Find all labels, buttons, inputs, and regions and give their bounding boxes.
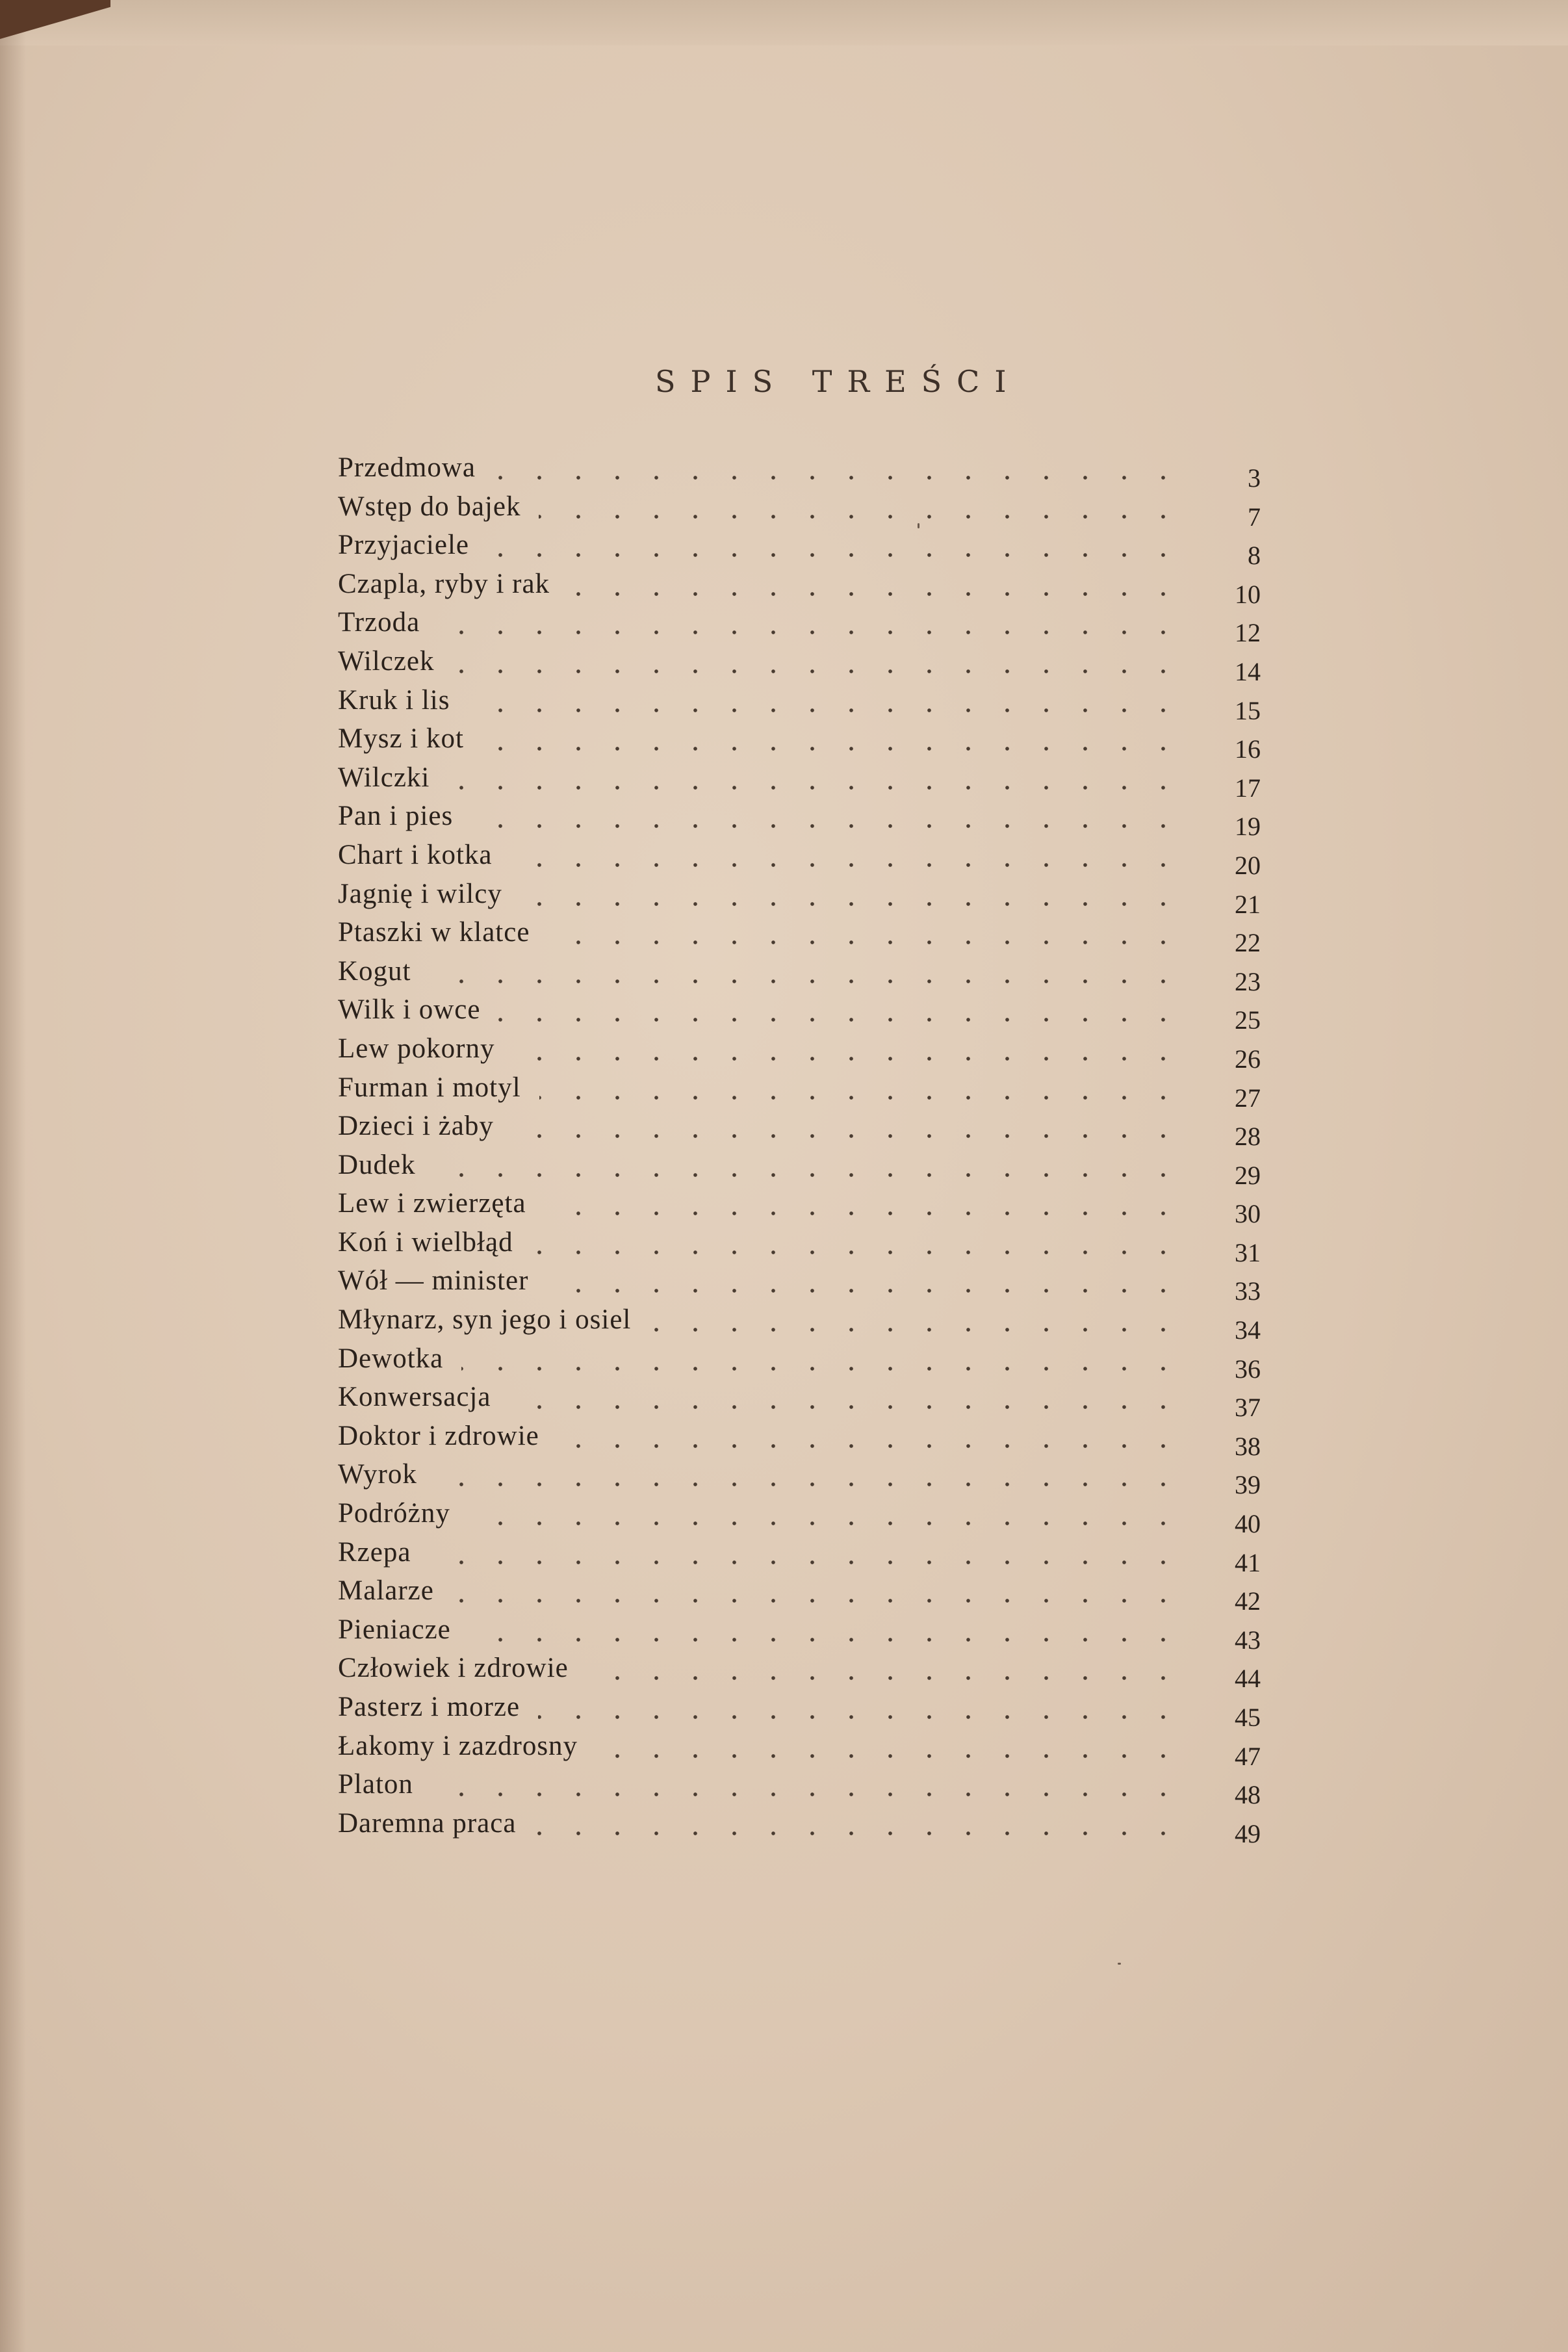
toc-entry-title: Czapla, ryby i rak bbox=[338, 568, 550, 599]
toc-entry-label-wrap bbox=[338, 797, 471, 835]
toc-entry-title: Wilk i owce bbox=[338, 994, 481, 1026]
toc-entry-title: Podróżny bbox=[338, 1498, 450, 1529]
toc-entry bbox=[338, 952, 1261, 996]
toc-entry-title: Wyrok bbox=[338, 1459, 417, 1490]
toc-entry-label-wrap bbox=[338, 1223, 532, 1261]
toc-entry-label-wrap bbox=[338, 1804, 534, 1842]
dot-leader bbox=[558, 1444, 1183, 1448]
toc-list bbox=[338, 448, 1261, 1848]
toc-entry-title: Trzoda bbox=[338, 607, 420, 638]
dot-leader bbox=[511, 863, 1183, 867]
toc-entry-title: Koń i wielbłąd bbox=[338, 1226, 513, 1258]
toc-entry-title: Platon bbox=[338, 1769, 413, 1800]
dot-leader bbox=[587, 1676, 1183, 1680]
toc-entry-title: Dudek bbox=[338, 1149, 416, 1180]
toc-entry bbox=[338, 1455, 1261, 1500]
toc-entry bbox=[338, 758, 1261, 803]
toc-entry-title: Wilczki bbox=[338, 762, 430, 793]
toc-entry-page-number: 48 bbox=[1235, 1780, 1261, 1810]
toc-entry-label-wrap bbox=[338, 1339, 461, 1378]
dot-leader bbox=[534, 1831, 1183, 1835]
toc-entry-label-wrap bbox=[338, 1649, 587, 1687]
toc-entry-page-number: 41 bbox=[1235, 1547, 1261, 1577]
dot-leader bbox=[568, 592, 1183, 596]
toc-entry-page-number: 47 bbox=[1235, 1741, 1261, 1771]
toc-entry-title: Mysz i kot bbox=[338, 723, 464, 755]
toc-entry bbox=[338, 1261, 1261, 1306]
toc-entry bbox=[338, 1068, 1261, 1113]
toc-entry bbox=[338, 1533, 1261, 1577]
dot-leader bbox=[448, 786, 1183, 790]
toc-entry-page-number: 17 bbox=[1235, 773, 1261, 803]
toc-entry-title: Człowiek i zdrowie bbox=[338, 1653, 569, 1684]
toc-entry-page-number: 7 bbox=[1248, 502, 1261, 532]
dot-leader bbox=[430, 979, 1183, 983]
toc-entry-title: Pan i pies bbox=[338, 801, 454, 832]
toc-entry-label-wrap bbox=[338, 1300, 649, 1339]
toc-entry-title: Chart i kotka bbox=[338, 839, 493, 870]
dot-leader bbox=[429, 1560, 1183, 1564]
toc-entry-title: Wilczek bbox=[338, 645, 435, 677]
dot-leader bbox=[545, 1211, 1183, 1215]
toc-entry bbox=[338, 1300, 1261, 1345]
toc-entry-page-number: 34 bbox=[1235, 1315, 1261, 1345]
toc-entry-page-number: 39 bbox=[1235, 1470, 1261, 1500]
toc-entry-title: Jagnię i wilcy bbox=[338, 878, 502, 909]
toc-entry-title: Konwersacja bbox=[338, 1382, 491, 1413]
dot-leader bbox=[453, 669, 1183, 673]
dot-leader bbox=[509, 1405, 1183, 1409]
toc-entry-label-wrap bbox=[338, 875, 521, 913]
toc-entry-page-number: 42 bbox=[1235, 1586, 1261, 1616]
dot-leader bbox=[532, 1250, 1183, 1254]
dot-leader bbox=[487, 553, 1183, 557]
toc-entry-title: Daremna praca bbox=[338, 1807, 517, 1839]
toc-entry-page-number: 20 bbox=[1235, 850, 1261, 880]
toc-entry bbox=[338, 448, 1261, 493]
toc-entry-page-number: 38 bbox=[1235, 1431, 1261, 1461]
toc-entry-label-wrap bbox=[338, 1571, 452, 1610]
toc-entry-label-wrap bbox=[338, 1610, 469, 1649]
toc-entry-label-wrap bbox=[338, 1533, 429, 1571]
toc-entry bbox=[338, 1649, 1261, 1694]
toc-entry-label-wrap bbox=[338, 952, 430, 990]
toc-entry-page-number: 28 bbox=[1235, 1122, 1261, 1152]
toc-entry bbox=[338, 836, 1261, 880]
toc-entry-page-number: 30 bbox=[1235, 1199, 1261, 1229]
toc-entry-title: Pasterz i morze bbox=[338, 1692, 521, 1722]
dot-leader bbox=[469, 1638, 1183, 1642]
toc-entry-label-wrap bbox=[338, 681, 468, 719]
dot-leader bbox=[513, 1057, 1183, 1061]
toc-entry-page-number: 27 bbox=[1235, 1083, 1261, 1113]
toc-entry-title: Wstęp do bajek bbox=[338, 491, 521, 522]
toc-entry-label-wrap bbox=[338, 836, 511, 874]
dot-leader bbox=[438, 630, 1183, 634]
toc-entry bbox=[338, 1727, 1261, 1771]
toc-entry bbox=[338, 1804, 1261, 1848]
toc-entry-label-wrap bbox=[338, 758, 448, 797]
toc-entry bbox=[338, 1417, 1261, 1461]
dot-leader bbox=[468, 708, 1183, 712]
toc-entry-label-wrap bbox=[338, 1378, 509, 1416]
toc-entry-page-number: 45 bbox=[1235, 1703, 1261, 1732]
toc-entry-page-number: 31 bbox=[1235, 1237, 1261, 1267]
toc-entry-page-number: 44 bbox=[1235, 1664, 1261, 1694]
toc-entry-page-number: 43 bbox=[1235, 1625, 1261, 1655]
dot-leader bbox=[548, 940, 1183, 944]
dot-leader bbox=[482, 747, 1183, 751]
toc-entry-label-wrap bbox=[338, 1068, 539, 1107]
toc-entry-label-wrap bbox=[338, 487, 539, 526]
toc-entry-label-wrap bbox=[338, 642, 453, 680]
toc-entry-page-number: 36 bbox=[1235, 1354, 1261, 1384]
dot-leader bbox=[538, 1715, 1183, 1719]
toc-entry bbox=[338, 1378, 1261, 1423]
toc-entry-label-wrap bbox=[338, 990, 498, 1029]
toc-entry-title: Kruk i lis bbox=[338, 684, 450, 716]
toc-entry bbox=[338, 603, 1261, 648]
toc-entry bbox=[338, 1688, 1261, 1732]
toc-entry-page-number: 15 bbox=[1235, 695, 1261, 725]
toc-entry-title: Przedmowa bbox=[338, 452, 476, 483]
toc-entry bbox=[338, 1029, 1261, 1074]
toc-entry-page-number: 21 bbox=[1235, 889, 1261, 919]
dot-leader bbox=[469, 1521, 1183, 1525]
toc-entry bbox=[338, 1571, 1261, 1616]
toc-entry bbox=[338, 1184, 1261, 1229]
toc-entry-title: Rzepa bbox=[338, 1536, 411, 1568]
dot-leader bbox=[461, 1367, 1183, 1371]
toc-entry-title: Pieniacze bbox=[338, 1614, 451, 1645]
toc-entry bbox=[338, 1107, 1261, 1152]
paper-speck bbox=[918, 523, 919, 528]
page-gutter-shadow bbox=[0, 0, 26, 2352]
toc-entry bbox=[338, 797, 1261, 842]
toc-title: SPIS TREŚCI bbox=[655, 364, 1022, 399]
toc-entry-title: Kogut bbox=[338, 955, 411, 987]
toc-entry bbox=[338, 565, 1261, 609]
dot-leader bbox=[596, 1754, 1183, 1758]
page-top-edge bbox=[0, 0, 1568, 45]
toc-entry-label-wrap bbox=[338, 913, 548, 951]
toc-entry-page-number: 49 bbox=[1235, 1818, 1261, 1848]
toc-entry bbox=[338, 642, 1261, 686]
toc-entry-page-number: 12 bbox=[1235, 618, 1261, 648]
toc-entry-label-wrap bbox=[338, 448, 494, 487]
toc-entry-label-wrap bbox=[338, 1455, 435, 1493]
toc-entry-page-number: 19 bbox=[1235, 812, 1261, 842]
toc-entry-page-number: 3 bbox=[1248, 463, 1261, 493]
toc-entry-title: Malarze bbox=[338, 1575, 434, 1607]
toc-entry-title: Młynarz, syn jego i osiel bbox=[338, 1304, 632, 1336]
toc-entry-page-number: 26 bbox=[1235, 1044, 1261, 1074]
dot-leader bbox=[498, 1018, 1183, 1022]
toc-entry-label-wrap bbox=[338, 526, 487, 564]
toc-entry-label-wrap bbox=[338, 1417, 558, 1455]
toc-entry-page-number: 10 bbox=[1235, 579, 1261, 609]
toc-entry-label-wrap bbox=[338, 719, 482, 758]
toc-entry-label-wrap bbox=[338, 1688, 538, 1726]
toc-entry bbox=[338, 681, 1261, 725]
toc-entry-label-wrap bbox=[338, 603, 438, 641]
toc-entry-page-number: 33 bbox=[1235, 1276, 1261, 1306]
toc-entry-page-number: 37 bbox=[1235, 1393, 1261, 1423]
toc-entry bbox=[338, 1146, 1261, 1190]
toc-entry-page-number: 25 bbox=[1235, 1005, 1261, 1035]
dot-leader bbox=[434, 1173, 1183, 1177]
toc-entry-page-number: 40 bbox=[1235, 1509, 1261, 1539]
toc-entry bbox=[338, 913, 1261, 958]
dot-leader bbox=[649, 1328, 1183, 1332]
dot-leader bbox=[452, 1599, 1183, 1603]
toc-entry-title: Łakomy i zazdrosny bbox=[338, 1730, 578, 1761]
dot-leader bbox=[512, 1134, 1183, 1138]
toc-entry-page-number: 14 bbox=[1235, 656, 1261, 686]
toc-entry-page-number: 8 bbox=[1248, 541, 1261, 571]
toc-entry-title: Ptaszki w klatce bbox=[338, 917, 530, 948]
dot-leader bbox=[539, 515, 1183, 519]
toc-entry-label-wrap bbox=[338, 1029, 513, 1068]
toc-entry bbox=[338, 719, 1261, 764]
toc-entry-page-number: 29 bbox=[1235, 1160, 1261, 1190]
toc-entry-title: Dzieci i żaby bbox=[338, 1111, 494, 1142]
toc-entry-label-wrap bbox=[338, 1727, 596, 1765]
toc-entry bbox=[338, 990, 1261, 1035]
toc-entry-label-wrap bbox=[338, 1261, 546, 1300]
toc-entry bbox=[338, 487, 1261, 532]
dot-leader bbox=[435, 1482, 1183, 1486]
toc-entry bbox=[338, 1610, 1261, 1655]
toc-entry-page-number: 22 bbox=[1235, 928, 1261, 958]
toc-entry bbox=[338, 1223, 1261, 1267]
toc-entry-title: Doktor i zdrowie bbox=[338, 1420, 539, 1451]
toc-entry-title: Furman i motyl bbox=[338, 1072, 521, 1103]
toc-entry-label-wrap bbox=[338, 1146, 434, 1184]
toc-entry bbox=[338, 875, 1261, 919]
toc-entry-label-wrap bbox=[338, 1107, 512, 1145]
toc-entry bbox=[338, 1765, 1261, 1810]
paper-speck bbox=[1118, 1963, 1121, 1965]
dot-leader bbox=[431, 1792, 1183, 1796]
dot-leader bbox=[546, 1289, 1183, 1293]
toc-entry-label-wrap bbox=[338, 1765, 431, 1803]
toc-entry-title: Przyjaciele bbox=[338, 530, 470, 561]
toc-entry bbox=[338, 1339, 1261, 1384]
toc-entry-label-wrap bbox=[338, 565, 568, 603]
toc-entry bbox=[338, 526, 1261, 571]
dot-leader bbox=[539, 1096, 1183, 1100]
toc-entry-label-wrap bbox=[338, 1494, 469, 1532]
toc-entry-title: Lew pokorny bbox=[338, 1033, 495, 1064]
toc-entry-title: Wół — minister bbox=[338, 1265, 529, 1297]
dot-leader bbox=[471, 824, 1183, 828]
toc-entry-title: Dewotka bbox=[338, 1343, 444, 1374]
dot-leader bbox=[494, 476, 1183, 480]
toc-entry-label-wrap bbox=[338, 1184, 545, 1222]
toc-entry-title: Lew i zwierzęta bbox=[338, 1188, 526, 1219]
dot-leader bbox=[521, 902, 1183, 906]
toc-entry-page-number: 16 bbox=[1235, 734, 1261, 764]
toc-entry-page-number: 23 bbox=[1235, 966, 1261, 996]
toc-entry bbox=[338, 1494, 1261, 1539]
